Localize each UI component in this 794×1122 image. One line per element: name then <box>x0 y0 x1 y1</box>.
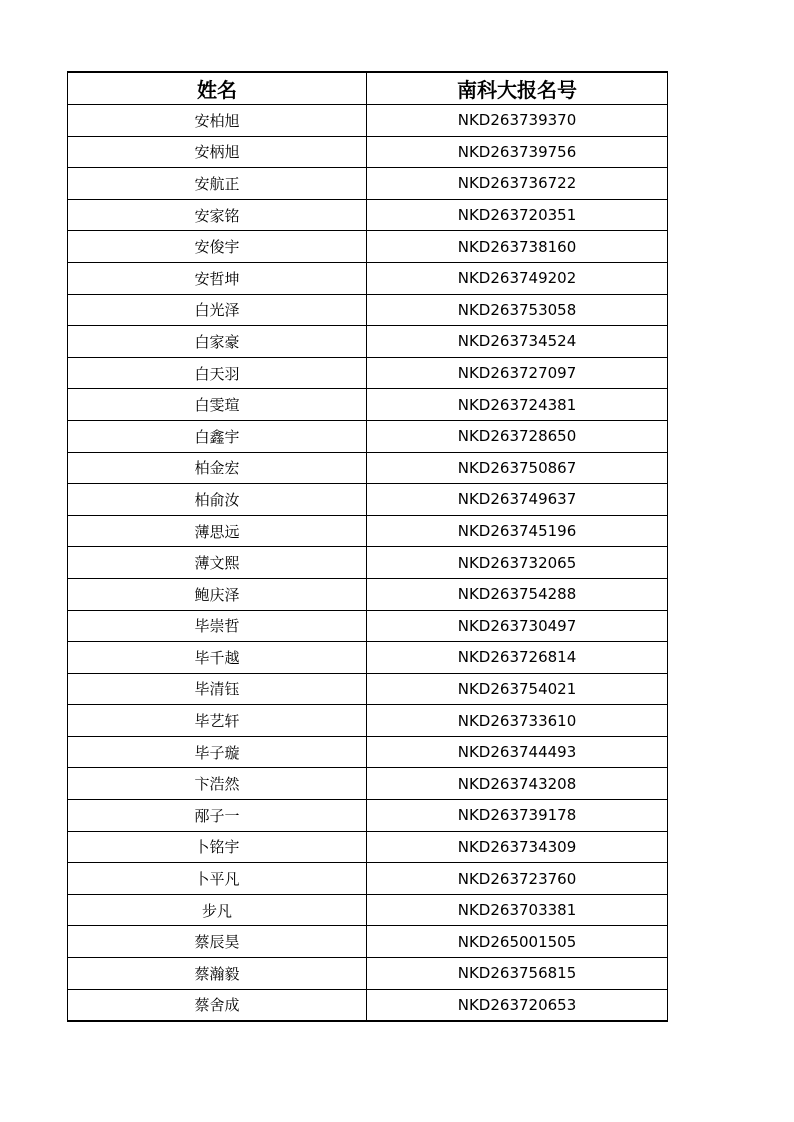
table-row <box>68 484 668 516</box>
student-name-cell: 卜铭宇 <box>68 831 367 863</box>
column-header-registration-number: 南科大报名号 <box>367 72 668 105</box>
registration-number-cell: NKD263734524 <box>367 326 668 358</box>
table-row <box>68 863 668 895</box>
student-name-cell: 柏俞汝 <box>68 484 367 516</box>
registration-number-cell: NKD263730497 <box>367 610 668 642</box>
student-name-cell: 白光泽 <box>68 294 367 326</box>
column-header-name: 姓名 <box>68 72 367 105</box>
student-name-cell: 毕崇哲 <box>68 610 367 642</box>
table-row <box>68 105 668 137</box>
registration-number-cell: NKD265001505 <box>367 926 668 958</box>
table-row <box>68 989 668 1021</box>
student-name-cell: 卜平凡 <box>68 863 367 895</box>
table-row <box>68 768 668 800</box>
student-name-cell: 白家豪 <box>68 326 367 358</box>
table-row <box>68 610 668 642</box>
table-row <box>68 452 668 484</box>
registration-table <box>67 71 668 1022</box>
table-row <box>68 168 668 200</box>
table-body <box>68 105 668 1022</box>
student-name-cell: 白天羽 <box>68 357 367 389</box>
student-name-cell: 毕艺轩 <box>68 705 367 737</box>
registration-number-cell: NKD263733610 <box>367 705 668 737</box>
student-name-cell: 毕清钰 <box>68 673 367 705</box>
student-name-cell: 安柏旭 <box>68 105 367 137</box>
student-name-cell: 步凡 <box>68 894 367 926</box>
table-row <box>68 800 668 832</box>
table-row <box>68 705 668 737</box>
registration-number-cell: NKD263703381 <box>367 894 668 926</box>
registration-number-cell: NKD263749637 <box>367 484 668 516</box>
registration-number-cell: NKD263720653 <box>367 989 668 1021</box>
registration-number-cell: NKD263754021 <box>367 673 668 705</box>
registration-number-cell: NKD263736722 <box>367 168 668 200</box>
student-name-cell: 柏金宏 <box>68 452 367 484</box>
table-row <box>68 294 668 326</box>
student-name-cell: 毕千越 <box>68 642 367 674</box>
table-row <box>68 736 668 768</box>
registration-number-cell: NKD263739370 <box>367 105 668 137</box>
registration-number-cell: NKD263739178 <box>367 800 668 832</box>
student-name-cell: 蔡瀚毅 <box>68 958 367 990</box>
table-row <box>68 642 668 674</box>
student-name-cell: 蔡辰昊 <box>68 926 367 958</box>
student-name-cell: 安俊宇 <box>68 231 367 263</box>
registration-number-cell: NKD263720351 <box>367 199 668 231</box>
registration-number-cell: NKD263727097 <box>367 357 668 389</box>
registration-number-cell: NKD263744493 <box>367 736 668 768</box>
table-row <box>68 326 668 358</box>
registration-number-cell: NKD263732065 <box>367 547 668 579</box>
table-header <box>68 72 668 105</box>
table-row <box>68 231 668 263</box>
student-name-cell: 白鑫宇 <box>68 420 367 452</box>
table-row <box>68 389 668 421</box>
table-row <box>68 578 668 610</box>
student-name-cell: 安柄旭 <box>68 136 367 168</box>
registration-number-cell: NKD263726814 <box>367 642 668 674</box>
registration-number-cell: NKD263734309 <box>367 831 668 863</box>
student-name-cell: 薄文熙 <box>68 547 367 579</box>
student-name-cell: 安航正 <box>68 168 367 200</box>
student-name-cell: 邴子一 <box>68 800 367 832</box>
student-name-cell: 蔡舍成 <box>68 989 367 1021</box>
registration-number-cell: NKD263724381 <box>367 389 668 421</box>
registration-number-cell: NKD263753058 <box>367 294 668 326</box>
table-row <box>68 357 668 389</box>
registration-number-cell: NKD263728650 <box>367 420 668 452</box>
student-name-cell: 安哲坤 <box>68 262 367 294</box>
student-name-cell: 白雯瑄 <box>68 389 367 421</box>
student-name-cell: 薄思远 <box>68 515 367 547</box>
table-row <box>68 262 668 294</box>
registration-number-cell: NKD263756815 <box>367 958 668 990</box>
registration-number-cell: NKD263723760 <box>367 863 668 895</box>
table-row <box>68 831 668 863</box>
table-row <box>68 515 668 547</box>
table-row <box>68 136 668 168</box>
student-name-cell: 鲍庆泽 <box>68 578 367 610</box>
table-row <box>68 673 668 705</box>
registration-number-cell: NKD263738160 <box>367 231 668 263</box>
table-row <box>68 199 668 231</box>
registration-number-cell: NKD263754288 <box>367 578 668 610</box>
registration-number-cell: NKD263745196 <box>367 515 668 547</box>
table-row <box>68 547 668 579</box>
student-name-cell: 卞浩然 <box>68 768 367 800</box>
registration-number-cell: NKD263739756 <box>367 136 668 168</box>
student-name-cell: 安家铭 <box>68 199 367 231</box>
registration-number-cell: NKD263743208 <box>367 768 668 800</box>
table-row <box>68 958 668 990</box>
header-row <box>68 72 668 105</box>
student-name-cell: 毕子璇 <box>68 736 367 768</box>
table-row <box>68 420 668 452</box>
table-row <box>68 894 668 926</box>
registration-number-cell: NKD263750867 <box>367 452 668 484</box>
registration-number-cell: NKD263749202 <box>367 262 668 294</box>
table-row <box>68 926 668 958</box>
